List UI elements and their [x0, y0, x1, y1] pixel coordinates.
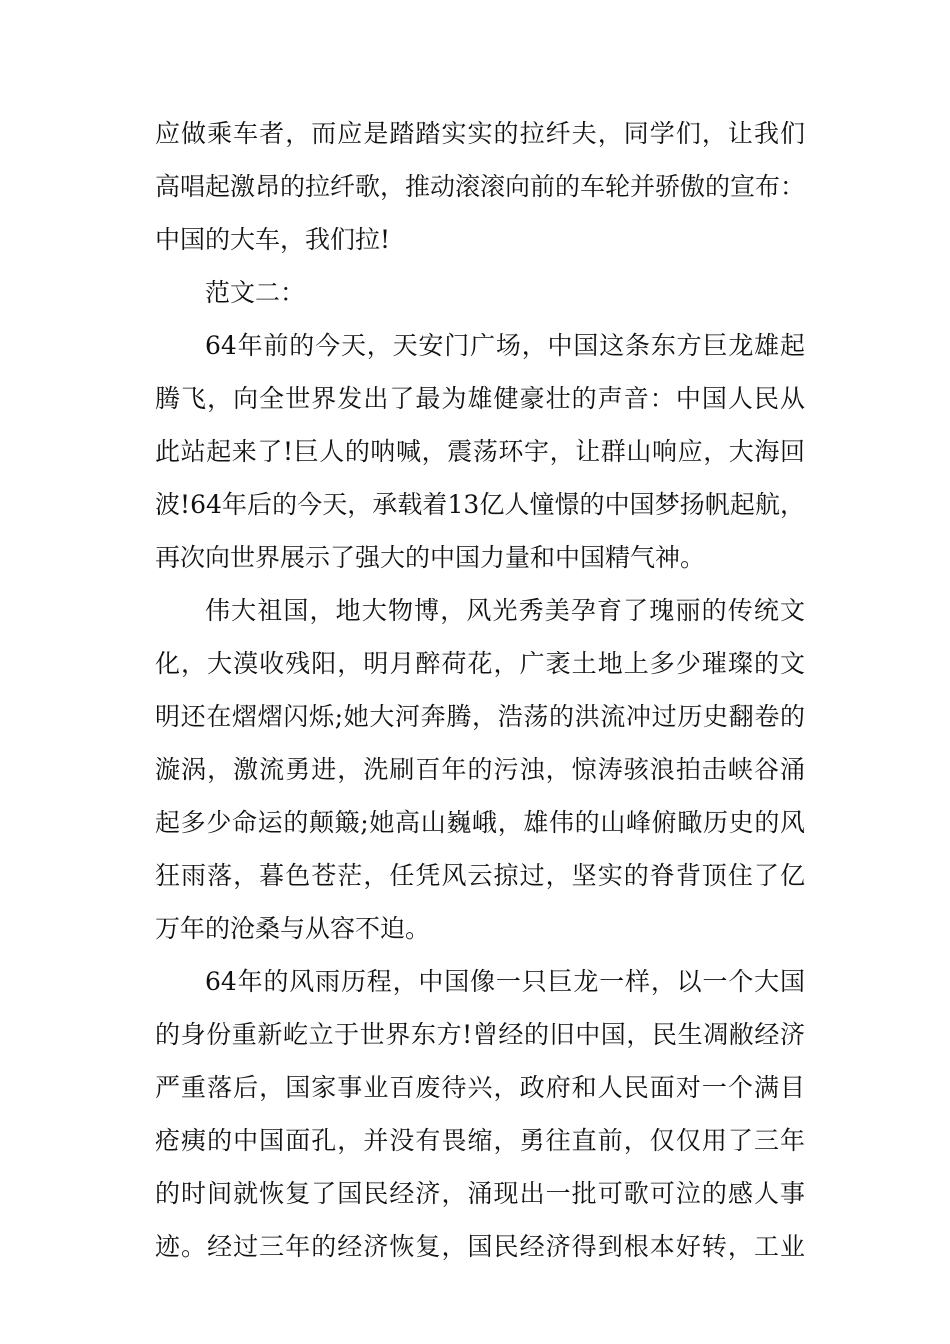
- text-line: 起多少命运的颠簸;她高山巍峨，雄伟的山峰俯瞰历史的风: [155, 808, 805, 837]
- text-line: 再次向世界展示了强大的中国力量和中国精气神。: [155, 543, 706, 572]
- text-line: 范文二：: [205, 278, 306, 307]
- text-line: 中国的大车，我们拉!: [155, 225, 391, 254]
- text-line: 漩涡，激流勇进，洗刷百年的污浊，惊涛骇浪拍击峡谷涌: [155, 755, 805, 784]
- text-line: 的身份重新屹立于世界东方!曾经的旧中国，民生凋敝经济: [155, 1020, 805, 1049]
- document-body: [155, 107, 805, 1273]
- text-line: 应做乘车者，而应是踏踏实实的拉纤夫，同学们，让我们: [155, 119, 805, 148]
- text-line: 64年的风雨历程，中国像一只巨龙一样，以一个大国: [205, 967, 805, 996]
- text-line: 此站起来了!巨人的呐喊，震荡环宇，让群山响应，大海回: [155, 437, 805, 466]
- text-line: 明还在熠熠闪烁;她大河奔腾，浩荡的洪流冲过历史翻卷的: [155, 702, 805, 731]
- text-line: 严重落后，国家事业百废待兴，政府和人民面对一个满目: [155, 1073, 805, 1102]
- text-line: 高唱起激昂的拉纤歌，推动滚滚向前的车轮并骄傲的宣布：: [155, 172, 806, 201]
- text-line: 迹。经过三年的经济恢复，国民经济得到根本好转，工业: [155, 1232, 805, 1261]
- text-line: 腾飞，向全世界发出了最为雄健豪壮的声音：中国人民从: [155, 384, 805, 413]
- text-line: 万年的沧桑与从容不迫。: [155, 914, 431, 943]
- text-line: 伟大祖国，地大物博，风光秀美孕育了瑰丽的传统文: [205, 596, 805, 625]
- text-line: 化，大漠收残阳，明月醉荷花，广袤土地上多少璀璨的文: [155, 649, 805, 678]
- text-line: 64年前的今天，天安门广场，中国这条东方巨龙雄起: [205, 331, 805, 360]
- text-line: 狂雨落，暮色苍茫，任凭风云掠过，坚实的脊背顶住了亿: [155, 861, 805, 890]
- text-line: 的时间就恢复了国民经济，涌现出一批可歌可泣的感人事: [155, 1179, 805, 1208]
- text-line: 波!64年后的今天，承载着13亿人憧憬的中国梦扬帆起航，: [155, 490, 805, 519]
- text-line: 疮痍的中国面孔，并没有畏缩，勇往直前，仅仅用了三年: [155, 1126, 805, 1155]
